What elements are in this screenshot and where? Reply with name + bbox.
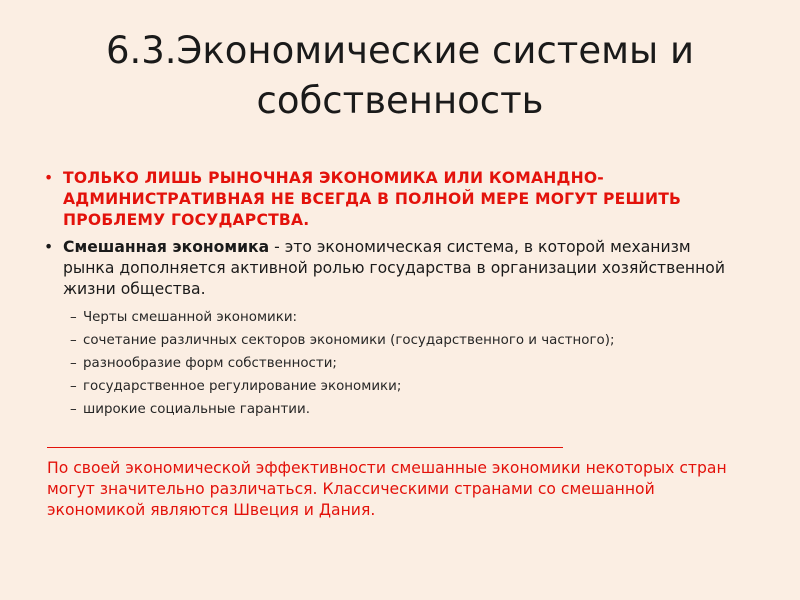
dash-icon: – (70, 333, 77, 348)
slide-title: 6.3.Экономические системы и собственность (105, 29, 695, 122)
divider-line (47, 447, 563, 448)
sub-list-text: сочетание различных секторов экономики (государственного и частного); (83, 333, 615, 348)
bullet-item-definition (44, 237, 744, 300)
dash-icon: – (70, 356, 77, 371)
sub-list-item (70, 398, 744, 421)
sub-list-item (70, 329, 744, 352)
bullet-item-warning (44, 168, 744, 231)
sub-list-item (70, 375, 744, 398)
sub-list-text: широкие социальные гарантии. (83, 402, 310, 417)
dash-icon: – (70, 310, 77, 325)
note-block (47, 447, 747, 521)
dash-icon: – (70, 402, 77, 417)
sub-list-text: Черты смешанной экономики: (83, 310, 298, 325)
dash-icon: – (70, 379, 77, 394)
sub-list-item (70, 306, 744, 329)
sub-list-item (70, 352, 744, 375)
sub-list (44, 306, 744, 421)
bullet-icon: • (44, 169, 54, 187)
sub-list-text: государственное регулирование экономики; (83, 379, 402, 394)
definition-term: Смешанная экономика (63, 238, 270, 256)
bullet-icon: • (44, 238, 54, 256)
sub-list-text: разнообразие форм собственности; (83, 356, 337, 371)
definition-text: - это экономическая система, в которой механизм рынка дополняется активной ролью государства в организации хозяйственной жизни общества. (63, 238, 725, 298)
slide-content (44, 168, 744, 421)
note-text: По своей экономической эффективности смешанные экономики некоторых стран могут значительно различаться. Классическими странами со смешанной экономикой являются Швеция и Дания. (47, 459, 727, 519)
bullet-text: ТОЛЬКО ЛИШЬ РЫНОЧНАЯ ЭКОНОМИКА ИЛИ КОМАНДНО-АДМИНИСТРАТИВНАЯ НЕ ВСЕГДА В ПОЛНОЙ МЕРЕ МОГУТ РЕШИТЬ ПРОБЛЕМУ ГОСУДАРСТВА. (63, 169, 682, 229)
